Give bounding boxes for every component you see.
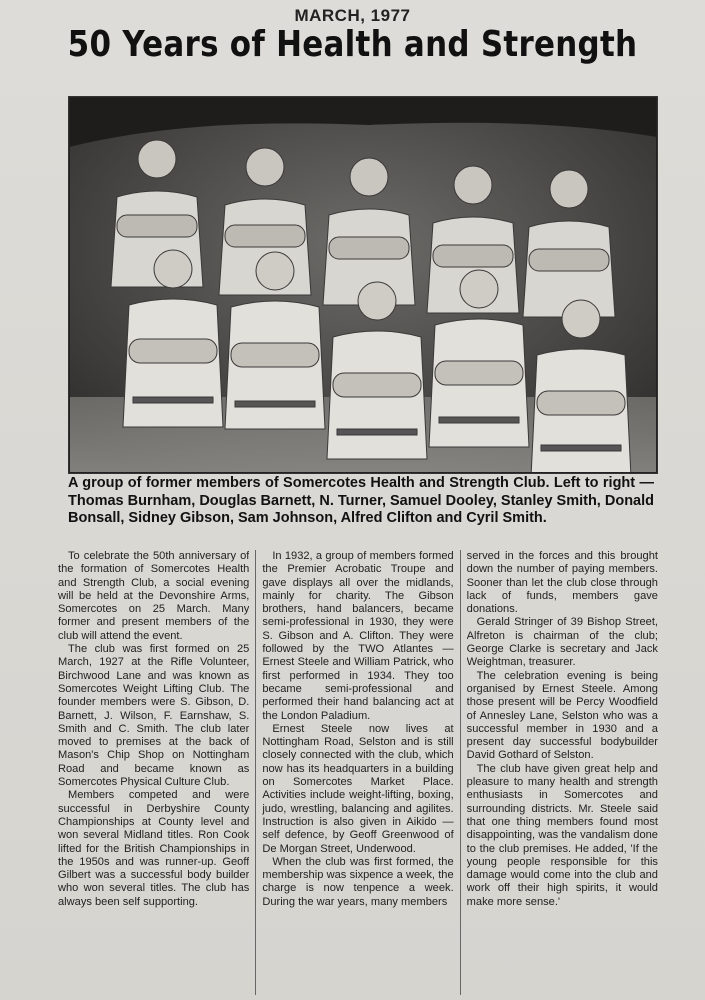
headline: 50 Years of Health and Strength xyxy=(67,24,638,65)
paragraph: In 1932, a group of members formed the Premier Acrobatic Troupe and gave displays all over the midlands, mainly for charity. The Gibson brothers, hand balancers, became semi-professional in 1930, they were S. Gibson and A. Clifton. They were followed by the TWO Atlantes — Ernest Steele and William Patrick, who first performed in 1934. They too became semi-professional and performed their hand balancing act at the London Paladium. xyxy=(262,550,454,722)
paragraph: served in the forces and this brought down the number of paying members. Sooner than let the club close through lack of funds, members gave donations. xyxy=(466,550,658,616)
paragraph: To celebrate the 50th anniversary of the formation of Somercotes Health and Strength Club, a social evening will be held at the Devonshire Arms, Somercotes on 25 March. Many former and present members of the club will attend the event. xyxy=(58,550,250,642)
article-column-1 xyxy=(58,550,249,995)
paragraph: Members competed and were successful in Derbyshire County Championships at County level and won several Midland titles. Ron Cook lifted for the British Championships in the 1950s and was runner-up. Geoff Gilbert was a successful body builder who won several titles. The club has always been self supporting. xyxy=(58,789,250,908)
group-photo-image xyxy=(69,97,657,473)
paragraph: Gerald Stringer of 39 Bishop Street, Alfreton is chairman of the club; George Clarke is secretary and Jack Weightman, treasurer. xyxy=(466,616,658,669)
paragraph: The celebration evening is being organised by Ernest Steele. Among those present will be Percy Woodfield of Annesley Lane, Selston who was a successful member in 1930 and a present day successful bodybuilder David Gothard of Selston. xyxy=(466,669,658,762)
group-photo xyxy=(68,96,658,474)
column-divider xyxy=(460,550,461,995)
paragraph: Ernest Steele now lives at Nottingham Road, Selston and is still closely connected with the club, which now has its headquarters in a building on Somercotes Market Place. Activities include weight-lifting, boxing, judo, wrestling, balancing and agilites. Instruction is also given in Aikido — self defence, by Geoff Greenwood of De Morgan Street, Underwood. xyxy=(262,722,454,855)
article-body xyxy=(58,550,658,995)
article-column-3 xyxy=(467,550,658,995)
paragraph: The club have given great help and pleasure to many health and strength enthusiasts in Somercotes and surrounding districts. Mr. Steele said that one thing members found most disappointing, was the vandalism done to the club premises. He added, 'If the young people responsible for this damage would come into the club and work off their high spirits, it would make more sense.' xyxy=(466,762,658,908)
paragraph: The club was first formed on 25 March, 1927 at the Rifle Volunteer, Birchwood Lane and was known as Somercotes Weight Lifting Club. The founder members were S. Gibson, D. Barnett, J. Wilson, F. Earnshaw, S. Smith and C. Smith. The club later moved to premises at the back of Mason's Chip Shop on Nottingham Road and became known as Somercotes Physical Culture Club. xyxy=(58,643,250,789)
article-column-2 xyxy=(262,550,453,995)
dateline: MARCH, 1977 xyxy=(294,6,411,25)
column-divider xyxy=(255,550,256,995)
paragraph: When the club was first formed, the membership was sixpence a week, the charge is now tenpence a week. During the war years, many members xyxy=(262,855,454,908)
photo-caption: A group of former members of Somercotes Health and Strength Club. Left to right — Thomas Burnham, Douglas Barnett, N. Turner, Samuel Dooley, Stanley Smith, Donald Bonsall, Sidney Gibson, Sam Johnson, Alfred Clifton and Cyril Smith. xyxy=(68,475,655,526)
